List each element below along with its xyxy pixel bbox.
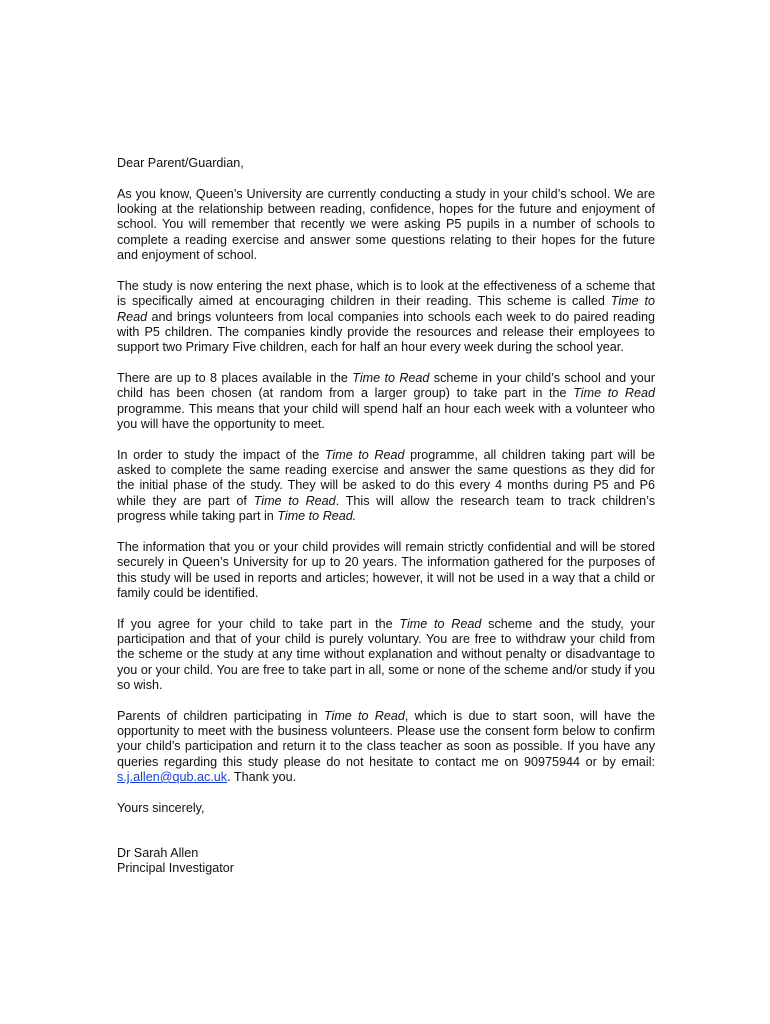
signature-title: Principal Investigator	[117, 861, 234, 876]
paragraph-confidentiality: The information that you or your child provides will remain strictly confidential and will be stored securely in Queen’s University for up to 20 years. The information gathered for the purposes of this study will be used in reports and articles; however, it will not be used in a way that a child or family could be identified.	[117, 539, 655, 600]
scheme-name: Time to Read	[573, 386, 656, 401]
paragraph-text: In order to study the impact of the	[117, 447, 325, 462]
signature-block	[117, 846, 655, 877]
scheme-name: Time to Read	[323, 708, 405, 723]
scheme-name: Time to Read.	[277, 509, 357, 524]
paragraph-text: . Thank you.	[227, 769, 297, 784]
paragraph-consent	[117, 709, 655, 785]
paragraph-places	[117, 371, 655, 432]
paragraph-voluntary	[117, 617, 655, 693]
paragraph-text: There are up to 8 places available in the	[117, 371, 353, 386]
email-link[interactable]: s.j.allen@qub.ac.uk	[117, 769, 228, 784]
closing: Yours sincerely,	[117, 800, 205, 815]
paragraph-text: The study is now entering the next phase, which is to look at the effectiveness of a scheme that is specifically aimed at encouraging children in their reading. This scheme is called	[117, 278, 655, 309]
paragraph-text: and brings volunteers from local companies into schools each week to do paired reading with P5 children. The companies kindly provide the resources and release their employees to support two Primary Five children, each for half an hour every week during the school year.	[117, 309, 655, 355]
paragraph-text: , which is due to start soon, will have the opportunity to meet with the business volunteers. Please use the consent form below to confirm your child’s participation and return it to the class teacher as soon as possible. If you have any queries regarding this study please do not hesitate to contact me on 90975944 or by email:	[117, 708, 656, 769]
letter-body	[117, 156, 655, 892]
paragraph-text: scheme and the study, your participation and that of your child is purely voluntary. You are free to withdraw your child from the scheme or the study at any time without explanation and without penalty or disadvantage to you or your child. You are free to take part in all, some or none of the scheme and/or study if you so wish.	[117, 616, 656, 692]
paragraph-text: If you agree for your child to take part in the	[117, 616, 400, 631]
paragraph-text: programme. This means that your child will spend half an hour each week with a volunteer who you will have the opportunity to meet.	[117, 401, 655, 431]
paragraph-text: programme, all children taking part will be asked to complete the same reading exercise and answer the same questions as they did for the initial phase of the study. They will be asked to do this every 4 months during P5 and P6 while they are part of	[117, 447, 656, 508]
signature-name: Dr Sarah Allen	[117, 846, 199, 861]
scheme-name: Time to Read	[253, 493, 336, 508]
scheme-name: Time to Read	[352, 371, 430, 386]
paragraph-intro: As you know, Queen’s University are currently conducting a study in your child’s school. We are looking at the relationship between reading, confidence, hopes for the future and enjoyment of school. You will remember that recently we were asking P5 pupils in a number of schools to complete a reading exercise and answer some questions relating to their hopes for the future and enjoyment of school.	[117, 186, 655, 263]
paragraph-text: scheme in your child’s school and your child has been chosen (at random from a larger group) to take part in the	[117, 371, 656, 401]
scheme-name: Time to Read	[324, 447, 405, 462]
paragraph-impact	[117, 448, 655, 524]
paragraph-text: . This will allow the research team to track children’s progress while taking part in	[117, 493, 655, 524]
paragraph-next-phase	[117, 279, 655, 355]
scheme-name: Time to Read	[117, 294, 655, 324]
paragraph-text: Parents of children participating in	[117, 708, 324, 723]
salutation: Dear Parent/Guardian,	[117, 156, 244, 170]
scheme-name: Time to Read	[399, 616, 482, 631]
